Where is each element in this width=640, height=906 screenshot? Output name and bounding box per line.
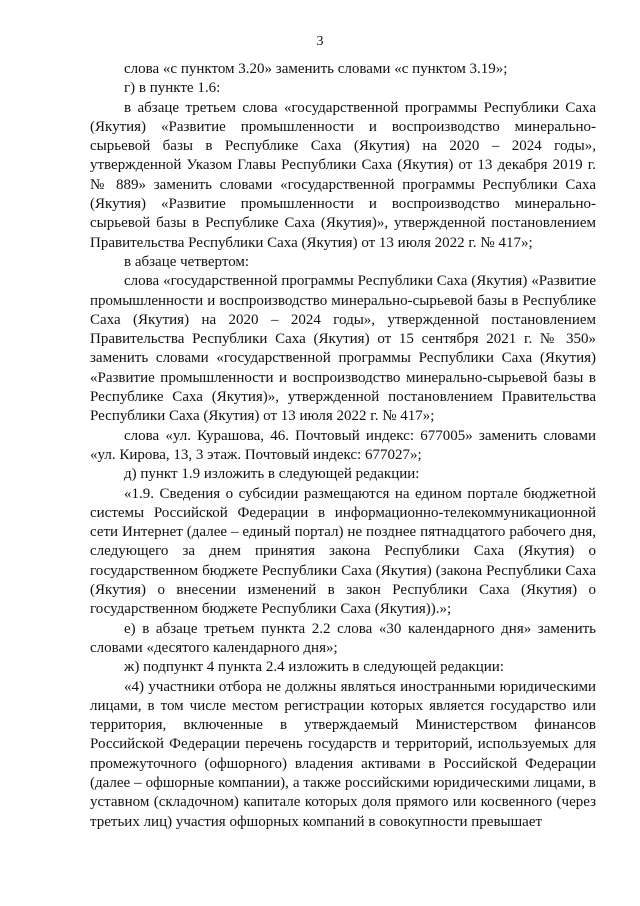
paragraph: слова «с пунктом 3.20» заменить словами «с пунктом 3.19»; (124, 61, 508, 77)
paragraph: в абзаце третьем слова «государственной программы Республики Саха (Якутия) «Развитие промышленности и воспроизводство минерально-сырьевой базы в Республике Саха (Якутия) на 2020 – 2024 годы», утвержденной Указом Главы Республики Саха (Якутия) от 13 декабря 2019 г. № 889» заменить словами «государственной программы Республики Саха (Якутия) «Развитие промышленности и воспроизводство минерально-сырьевой базы в Республике Саха (Якутия)», утвержденной постановлением Правительства Республики Саха (Якутия) от 13 июля 2022 г. № 417»; (90, 99, 596, 251)
paragraph: г) в пункте 1.6: (124, 80, 221, 97)
paragraph: слова «ул. Курашова, 46. Почтовый индекс: 677005» заменить словами «ул. Кирова, 13, 3 этаж. Почтовый индекс: 677027»; (90, 427, 596, 463)
paragraph: слова «государственной программы Республики Саха (Якутия) «Развитие промышленности и воспроизводство минерально-сырьевой базы в Республике Саха (Якутия) на 2020 – 2024 годы», утвержденной постановлением Правительства Республики Саха (Якутия) от 15 сентября 2021 г. № 350» заменить словами «государственной программы Республики Саха (Якутия) «Развитие промышленности и воспроизводство минерально-сырьевой базы в Республике Саха (Якутия)», утвержденной постановлением Правительства Республики Саха (Якутия) от 13 июля 2022 г. № 417»; (90, 273, 596, 425)
paragraph: е) в абзаце третьем пункта 2.2 слова «30 календарного дня» заменить словами «десятого календарного дня»; (90, 620, 596, 656)
paragraph: ж) подпункт 4 пункта 2.4 изложить в следующей редакции: (124, 659, 504, 676)
document-body (90, 60, 596, 832)
paragraph: в абзаце четвертом: (124, 253, 250, 270)
page-number: 3 (316, 34, 324, 49)
paragraph: д) пункт 1.9 изложить в следующей редакции: (124, 466, 420, 483)
paragraph: «4) участники отбора не должны являться иностранными юридическими лицами, в том числе местом регистрации которых является государство или территория, включенные в утверждаемый Министерством финансов Российской Федерации перечень государств и территорий, используемых для промежуточного (офшорного) владения активами в Российской Федерации (далее – офшорные компании), а также российскими юридическими лицами, в уставном (складочном) капитале которых доля прямого или косвенного (через третьих лиц) участия офшорных компаний в совокупности превышает (90, 678, 596, 830)
paragraph: «1.9. Сведения о субсидии размещаются на едином портале бюджетной системы Российской Федерации в информационно-телекоммуникационной сети Интернет (далее – единый портал) не позднее пятнадцатого рабочего дня, следующего за днем принятия закона Республики Саха (Якутия) о государственном бюджете Республики Саха (Якутия) (закона Республики Саха (Якутия) о внесении изменений в закон Республики Саха (Якутия) о государственном бюджете Республики Саха (Якутия)).»; (90, 485, 596, 618)
